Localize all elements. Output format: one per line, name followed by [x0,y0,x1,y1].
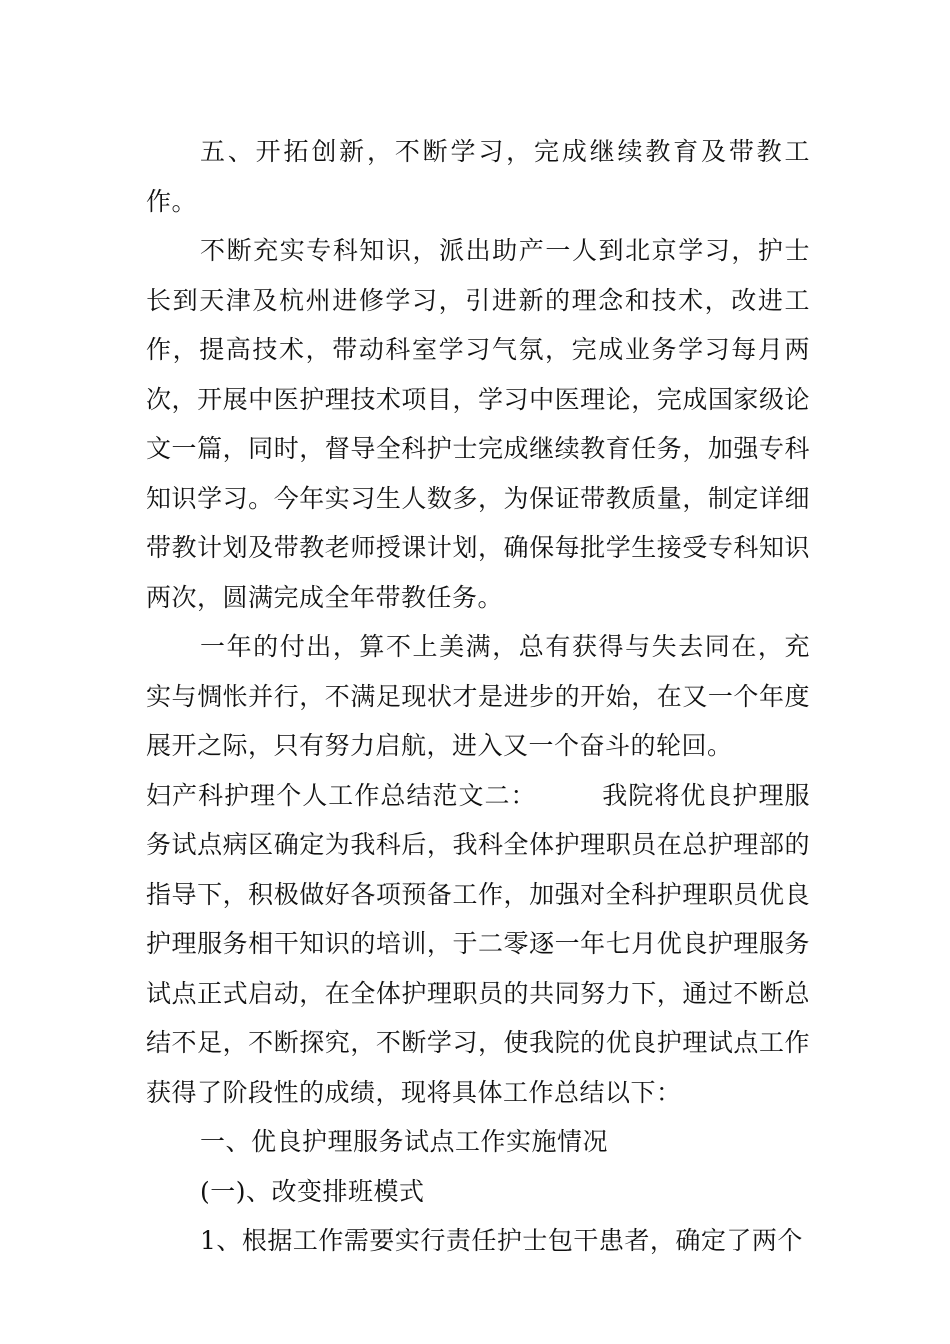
paragraph-sample-two: 妇产科护理个人工作总结范文二： 我院将优良护理服务试点病区确定为我科后，我科全体护理职员在总护理部的指导下，积极做好各项预备工作，加强对全科护理职员优良护理服务相干知识的培训，于二零逐一年七月优良护理服务试点正式启动，在全体护理职员的共同努力下，通过不断总结不足，不断探究，不断学习，使我院的优良护理试点工作获得了阶段性的成绩，现将具体工作总结以下： [146,780,810,1107]
document-body [146,127,810,1266]
paragraph-year-summary: 一年的付出，算不上美满，总有获得与失去同在，充实与惆怅并行，不满足现状才是进步的开始，在又一个年度展开之际，只有努力启航，进入又一个奋斗的轮回。 [146,632,810,760]
section-heading-one: 一、优良护理服务试点工作实施情况 [200,1127,609,1156]
subsection-heading: (一)、改变排班模式 [200,1176,425,1206]
list-item-one: 1、根据工作需要实行责任护士包干患者，确定了两个 [200,1226,803,1255]
section-heading-five: 五、开拓创新，不断学习，完成继续教育及带教工作。 [146,137,810,216]
paragraph-training: 不断充实专科知识，派出助产一人到北京学习，护士长到天津及杭州进修学习，引进新的理念和技术，改进工作，提高技术，带动科室学习气氛，完成业务学习每月两次，开展中医护理技术项目，学习中医理论，完成国家级论文一篇，同时，督导全科护士完成继续教育任务，加强专科知识学习。今年实习生人数多，为保证带教质量，制定详细带教计划及带教老师授课计划，确保每批学生接受专科知识两次，圆满完成全年带教任务。 [146,236,810,612]
